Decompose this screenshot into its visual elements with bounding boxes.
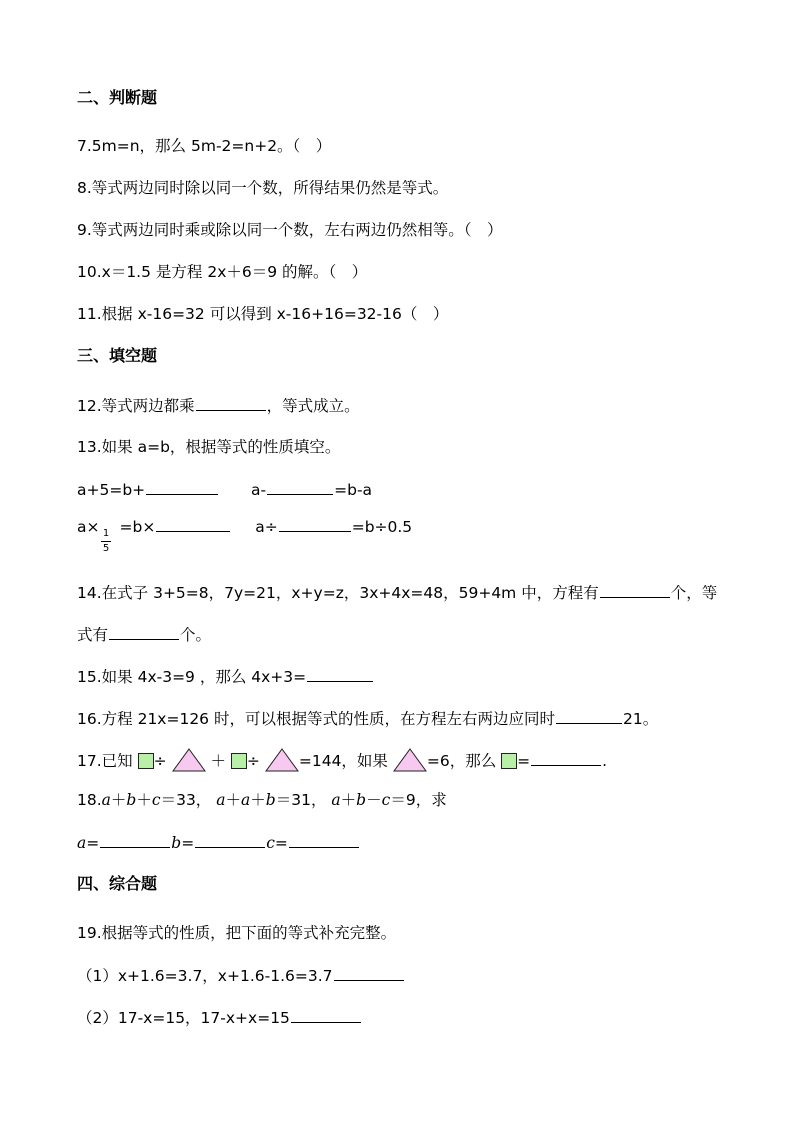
var-a: a: [101, 791, 111, 809]
question-18: [77, 790, 447, 810]
q13-r1b-post: =b-a: [334, 481, 373, 499]
q13-row-2: [77, 516, 412, 537]
var-c: c: [266, 834, 275, 852]
var-b: b: [356, 791, 367, 809]
section-heading-judge: 二、判断题: [77, 88, 158, 107]
var-b: b: [265, 791, 276, 809]
q17-eq6: =6，那么: [426, 752, 497, 770]
q13-r2b-pre: a÷: [255, 518, 278, 536]
question-19-part-2: [77, 1007, 362, 1028]
q13-r1a-pre: a+5=b+: [77, 481, 146, 499]
section-heading-fill: 三、填空题: [77, 346, 158, 365]
question-7: 7.5m=n，那么 5m-2=n+2。（ ）: [77, 137, 332, 155]
question-12: [77, 395, 360, 416]
question-19: 19.根据等式的性质，把下面的等式补充完整。: [77, 924, 397, 942]
var-a: a: [241, 791, 251, 809]
question-14-line-2: [77, 624, 211, 645]
var-a: a: [331, 791, 341, 809]
answer-blank[interactable]: [307, 666, 373, 682]
q13-r2b-post: =b÷0.5: [351, 518, 413, 536]
var-c: c: [381, 791, 391, 809]
answer-blank[interactable]: [156, 516, 230, 532]
answer-blank[interactable]: [291, 1007, 361, 1023]
op-eq: ＝: [160, 791, 177, 809]
question-13: 13.如果 a=b，根据等式的性质填空。: [77, 438, 341, 456]
op-plus: ＋: [225, 791, 242, 809]
op-plus: ＋: [110, 791, 127, 809]
answer-blank[interactable]: [334, 965, 404, 981]
pink-triangle-icon: [265, 748, 299, 772]
q17-plus: ＋: [210, 752, 226, 770]
question-8: 8.等式两边同时除以同一个数，所得结果仍然是等式。: [77, 179, 449, 197]
op-plus: ＋: [250, 791, 266, 809]
q14-text-pre: 14.在式子 3+5=8，7y=21，x+y=z，3x+4x=48，59+4m 中，方程有: [77, 584, 599, 602]
q13-r2a-pre: a×: [77, 518, 100, 536]
fraction-denominator: 5: [102, 543, 110, 554]
question-15: [77, 666, 374, 687]
question-10: 10.x＝1.5 是方程 2x＋6＝9 的解。（ ）: [77, 263, 368, 281]
answer-blank[interactable]: [289, 832, 359, 848]
answer-blank[interactable]: [600, 582, 670, 598]
op-eq: ＝: [275, 791, 292, 809]
fraction-one-fifth: [101, 528, 111, 555]
q13-row-1: [77, 479, 372, 500]
question-11: 11.根据 x-16=32 可以得到 x-16+16=32-16（ ）: [77, 305, 449, 323]
c-eq: =: [274, 834, 288, 852]
answer-blank[interactable]: [195, 832, 265, 848]
q14-line2-post: 个。: [180, 626, 212, 644]
op-eq: ＝: [390, 791, 406, 809]
fraction-numerator: 1: [102, 528, 110, 539]
answer-blank[interactable]: [267, 479, 333, 495]
section-heading-comprehensive: 四、综合题: [77, 874, 158, 893]
question-17: [77, 748, 607, 772]
q18-v9: 9，求: [405, 791, 447, 809]
pink-triangle-icon: [172, 748, 206, 772]
green-square-icon: [138, 753, 154, 769]
op-plus: ＋: [136, 791, 152, 809]
q16-text-pre: 16.方程 21x=126 时，可以根据等式的性质，在方程左右两边应同时: [77, 710, 555, 728]
answer-blank[interactable]: [196, 395, 266, 411]
green-square-icon: [501, 753, 517, 769]
question-18-answers: [77, 832, 360, 853]
a-eq: =: [86, 834, 100, 852]
q19-p2: （2）17-x=15，17-x+x=15: [77, 1009, 290, 1027]
var-c: c: [151, 791, 161, 809]
answer-blank[interactable]: [556, 708, 622, 724]
q13-r1b-pre: a-: [251, 481, 267, 499]
var-b: b: [126, 791, 137, 809]
q14-line2-pre: 式有: [77, 626, 109, 644]
q17-divide: ÷: [153, 752, 167, 770]
q13-r2a-mid: =b×: [119, 518, 156, 536]
q17-text-pre: 17.已知: [77, 752, 133, 770]
q12-text-post: ，等式成立。: [266, 397, 360, 415]
question-14: [77, 582, 717, 603]
q15-text-pre: 15.如果 4x-3=9 ，那么 4x+3=: [77, 668, 307, 686]
var-b: b: [171, 834, 182, 852]
q17-eq: =: [517, 752, 531, 770]
var-a: a: [77, 834, 87, 852]
question-9: 9.等式两边同时乘或除以同一个数，左右两边仍然相等。（ ）: [77, 221, 503, 239]
q19-p1: （1）x+1.6=3.7，x+1.6-1.6=3.7: [77, 967, 333, 985]
var-a: a: [216, 791, 226, 809]
answer-blank[interactable]: [146, 479, 218, 495]
pink-triangle-icon: [393, 748, 427, 772]
op-plus: ＋: [340, 791, 357, 809]
q17-eq144: =144，如果: [298, 752, 388, 770]
answer-blank[interactable]: [109, 624, 179, 640]
q18-v31: 31，: [291, 791, 327, 809]
q17-divide-2: ÷: [246, 752, 260, 770]
fraction-bar: [101, 541, 111, 542]
q14-text-mid: 个，等: [670, 584, 718, 602]
q12-text-pre: 12.等式两边都乘: [77, 397, 195, 415]
answer-blank[interactable]: [279, 516, 351, 532]
question-19-part-1: [77, 965, 405, 986]
q16-text-post: 21。: [622, 710, 659, 728]
q17-end: .: [602, 752, 608, 770]
b-eq: =: [181, 834, 195, 852]
answer-blank[interactable]: [531, 750, 601, 766]
question-16: [77, 708, 658, 729]
green-square-icon: [231, 753, 247, 769]
answer-blank[interactable]: [100, 832, 170, 848]
op-minus: －: [366, 791, 382, 809]
q18-v33: 33，: [176, 791, 212, 809]
q18-num: 18.: [77, 791, 102, 809]
